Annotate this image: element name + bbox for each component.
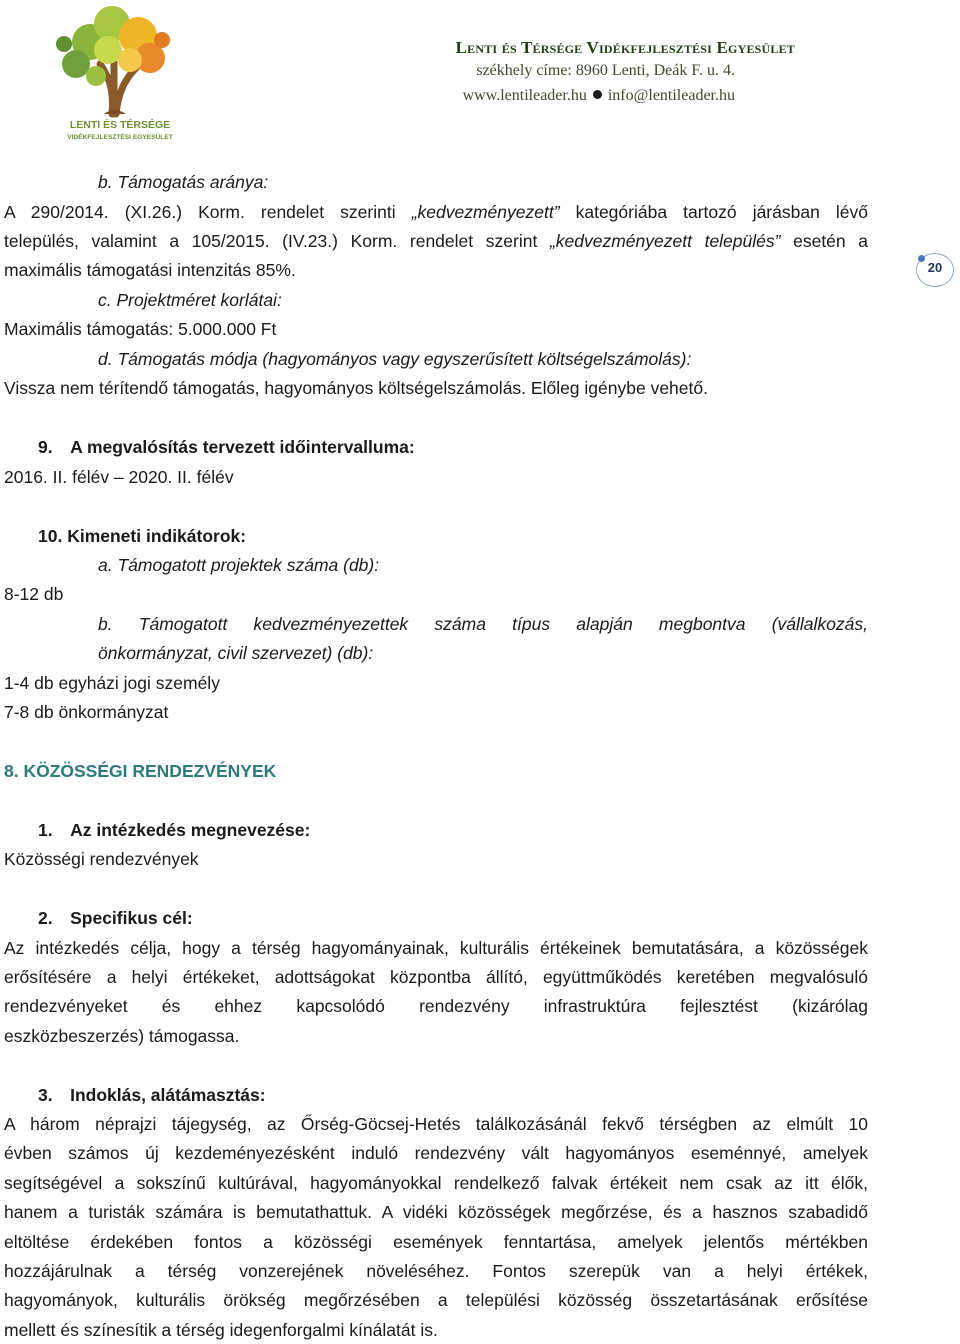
subheading-c: c. Projektméret korlátai: xyxy=(98,290,282,310)
paragraph-line: A három néprajzi tájegység, az Őrség-Göcsej-Hetés találkozásánál fekvő térségben az elmúlt 10 xyxy=(4,1114,868,1134)
paragraph-line: maximális támogatási intenzitás 85%. xyxy=(4,260,296,280)
subheading-10a: a. Támogatott projektek száma (db): xyxy=(98,555,380,575)
org-address: székhely címe: 8960 Lenti, Deák F. u. 4. xyxy=(476,62,735,79)
section-3-title: 3. Indoklás, alátámasztás: xyxy=(38,1085,266,1105)
subheading-b: b. Támogatás aránya: xyxy=(98,172,269,192)
section-10-title: 10. Kimeneti indikátorok: xyxy=(38,526,247,546)
section-2-title: 2. Specifikus cél: xyxy=(38,908,193,928)
paragraph-line: segítségével a sokszínű kultúrával, hagyományokkal rendelkező falvak értékeit nem csak az itt élők, xyxy=(4,1173,868,1193)
subheading-10b-cont: önkormányzat, civil szervezet) (db): xyxy=(98,643,374,663)
org-contact xyxy=(335,87,735,105)
paragraph-line: hozzájárulnak a térség vonzerejének növeléséhez. Fontos szerepük van a helyi értékek, xyxy=(4,1261,868,1281)
paragraph-line: eszközbeszerzés) támogassa. xyxy=(4,1026,240,1046)
email-link[interactable]: info@lentileader.hu xyxy=(607,87,735,104)
subheading-10b: b. Támogatott kedvezményezettek száma típus alapján megbontva (vállalkozás, xyxy=(98,614,868,634)
section-9-title: 9. A megvalósítás tervezett időintervalluma: xyxy=(38,437,415,457)
paragraph-line: település, valamint a 105/2015. (IV.23.) Korm. rendelet szerint „kedvezményezett település” esetén a xyxy=(4,231,869,251)
paragraph-line: hanem a turisták számára is bemutathattuk. A vidéki közösségek megőrzése, és a hasznos szabadidő xyxy=(4,1202,868,1222)
paragraph-line: 7-8 db önkormányzat xyxy=(4,702,169,722)
paragraph-line: Az intézkedés célja, hogy a térség hagyományainak, kulturális értékeinek bemutatására, a közösségek xyxy=(4,938,868,958)
paragraph-line: eltöltése érdekében fontos a közösségi események fenntartása, amelyek jelentős mértékben xyxy=(4,1232,868,1252)
letterhead xyxy=(0,0,960,150)
section-1-title: 1. Az intézkedés megnevezése: xyxy=(38,820,311,840)
subheading-d: d. Támogatás módja (hagyományos vagy egyszerűsített költségelszámolás): xyxy=(98,349,692,369)
svg-text:LENTI ÉS TÉRSÉGE: LENTI ÉS TÉRSÉGE xyxy=(69,119,171,131)
paragraph-line: 1-4 db egyházi jogi személy xyxy=(4,673,220,693)
chapter-heading: 8. KÖZÖSSÉGI RENDEZVÉNYEK xyxy=(4,761,277,781)
paragraph-line: Közösségi rendezvények xyxy=(4,849,199,869)
bullet-dot-icon xyxy=(593,90,602,99)
paragraph-line: évben számos új kezdeményezésként induló rendezvény vált hagyományos eseménnyé, amelyek xyxy=(4,1143,868,1163)
page-number-badge xyxy=(916,249,954,287)
org-name: Lenti és Térsége Vidékfejlesztési Egyesület xyxy=(455,38,795,57)
paragraph-line: A 290/2014. (XI.26.) Korm. rendelet szerinti „kedvezményezett” kategóriába tartozó járásban lévő xyxy=(4,202,868,222)
paragraph-line: Vissza nem térítendő támogatás, hagyományos költségelszámolás. Előleg igénybe vehető. xyxy=(4,378,708,398)
website-link[interactable]: www.lentileader.hu xyxy=(462,87,587,104)
svg-text:VIDÉKFEJLESZTÉSI EGYESÜLET: VIDÉKFEJLESZTÉSI EGYESÜLET xyxy=(67,134,173,141)
paragraph-line: 2016. II. félév – 2020. II. félév xyxy=(4,467,234,487)
paragraph-line: mellett és színesítik a térség idegenforgalmi kínálatát is. xyxy=(4,1320,438,1340)
paragraph-line: erősítésére a helyi értékeket, adottságokat központba állító, együttműködés keretében megvalósuló xyxy=(4,967,868,987)
paragraph-line: hagyományok, kulturális örökség megőrzésében a települési közösség összetartásának erősítése xyxy=(4,1290,868,1310)
paragraph-line: rendezvényeket és ehhez kapcsolódó rendezvény infrastruktúra fejlesztést (kizárólag xyxy=(4,996,868,1016)
page-number: 20 xyxy=(927,260,943,275)
paragraph-line: 8-12 db xyxy=(4,584,64,604)
paragraph-line: Maximális támogatás: 5.000.000 Ft xyxy=(4,319,277,339)
tree-logo-icon xyxy=(50,2,190,144)
